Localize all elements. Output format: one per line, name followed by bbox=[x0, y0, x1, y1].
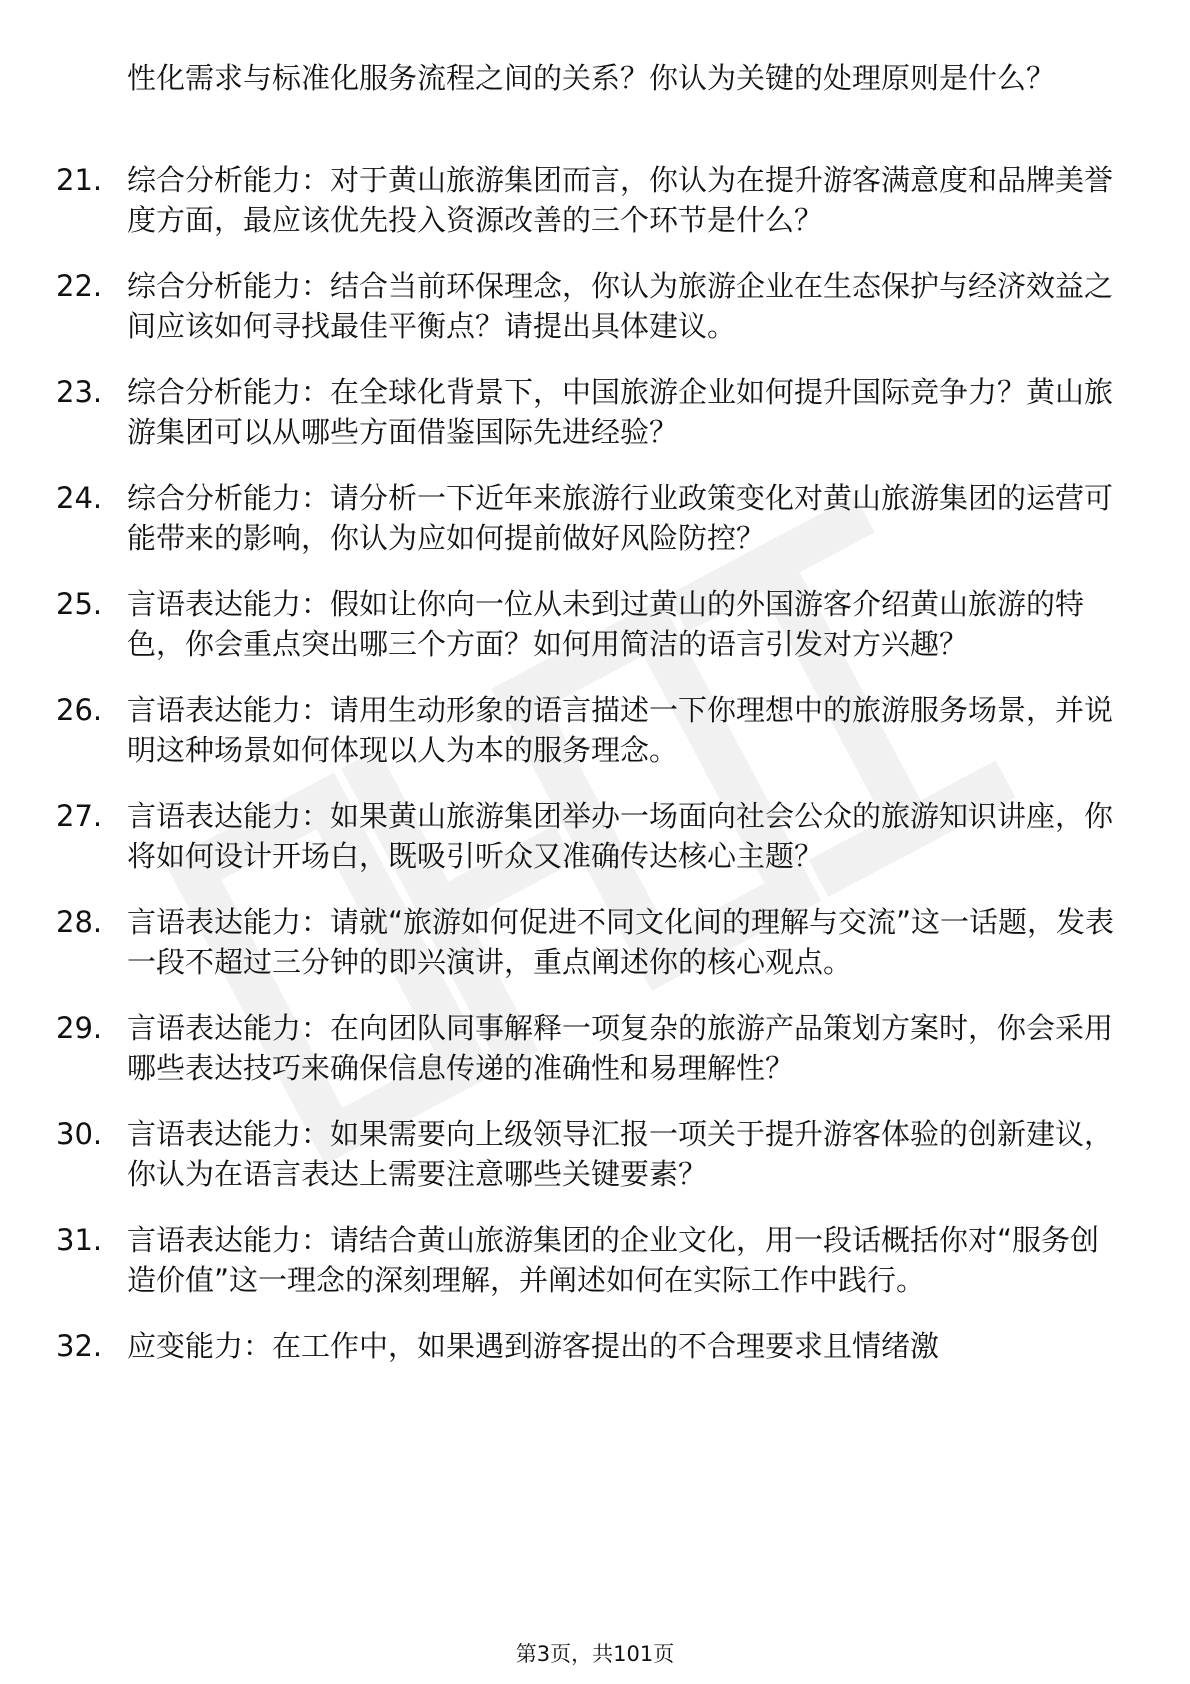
question-item bbox=[56, 584, 1126, 664]
question-number: 27. bbox=[56, 799, 103, 833]
question-list bbox=[56, 160, 1126, 1392]
question-item bbox=[56, 160, 1126, 240]
question-text: 言语表达能力：请结合黄山旅游集团的企业文化，用一段话概括你对“服务创造价值”这一理念的深刻理解，并阐述如何在实际工作中践行。 bbox=[127, 1223, 1100, 1297]
question-text: 综合分析能力：在全球化背景下，中国旅游企业如何提升国际竞争力？黄山旅游集团可以从哪些方面借鉴国际先进经验？ bbox=[127, 375, 1114, 449]
question-number: 21. bbox=[56, 163, 103, 197]
question-text: 言语表达能力：在向团队同事解释一项复杂的旅游产品策划方案时，你会采用哪些表达技巧来确保信息传递的准确性和易理解性？ bbox=[127, 1011, 1114, 1085]
question-number: 28. bbox=[56, 905, 103, 939]
question-number: 26. bbox=[56, 693, 103, 727]
question-text: 综合分析能力：请分析一下近年来旅游行业政策变化对黄山旅游集团的运营可能带来的影响，你认为应如何提前做好风险防控？ bbox=[127, 481, 1114, 555]
question-text: 综合分析能力：结合当前环保理念，你认为旅游企业在生态保护与经济效益之间应该如何寻找最佳平衡点？请提出具体建议。 bbox=[127, 269, 1114, 343]
question-text: 言语表达能力：请就“旅游如何促进不同文化间的理解与交流”这一话题，发表一段不超过三分钟的即兴演讲，重点阐述你的核心观点。 bbox=[127, 905, 1115, 979]
question-item bbox=[56, 1008, 1126, 1088]
question-item bbox=[56, 690, 1126, 770]
question-number: 23. bbox=[56, 375, 103, 409]
question-text: 言语表达能力：如果黄山旅游集团举办一场面向社会公众的旅游知识讲座，你将如何设计开场白，既吸引听众又准确传达核心主题？ bbox=[127, 799, 1114, 873]
question-number: 31. bbox=[56, 1223, 103, 1257]
page-footer: 第3页，共101页 bbox=[515, 1642, 675, 1666]
question-item bbox=[56, 1114, 1126, 1194]
question-text: 应变能力：在工作中，如果遇到游客提出的不合理要求且情绪激 bbox=[127, 1329, 940, 1363]
question-item bbox=[56, 266, 1126, 346]
question-number: 25. bbox=[56, 587, 103, 621]
question-text: 言语表达能力：如果需要向上级领导汇报一项关于提升游客体验的创新建议，你认为在语言表达上需要注意哪些关键要素？ bbox=[127, 1117, 1114, 1191]
question-item bbox=[56, 796, 1126, 876]
question-number: 32. bbox=[56, 1329, 103, 1363]
question-text: 言语表达能力：假如让你向一位从未到过黄山的外国游客介绍黄山旅游的特色，你会重点突出哪三个方面？如何用简洁的语言引发对方兴趣？ bbox=[127, 587, 1085, 661]
question-item bbox=[56, 1220, 1126, 1300]
question-text: 言语表达能力：请用生动形象的语言描述一下你理想中的旅游服务场景，并说明这种场景如何体现以人为本的服务理念。 bbox=[127, 693, 1114, 767]
question-text: 综合分析能力：对于黄山旅游集团而言，你认为在提升游客满意度和品牌美誉度方面，最应该优先投入资源改善的三个环节是什么？ bbox=[127, 163, 1114, 237]
question-number: 24. bbox=[56, 481, 103, 515]
question-item bbox=[56, 1326, 1126, 1366]
question-number: 22. bbox=[56, 269, 103, 303]
question-item bbox=[56, 478, 1126, 558]
question-number: 30. bbox=[56, 1117, 103, 1151]
question-number: 29. bbox=[56, 1011, 103, 1045]
question-item bbox=[56, 372, 1126, 452]
continuation-text: 性化需求与标准化服务流程之间的关系？你认为关键的处理原则是什么？ bbox=[127, 61, 1056, 95]
question-item bbox=[56, 902, 1126, 982]
